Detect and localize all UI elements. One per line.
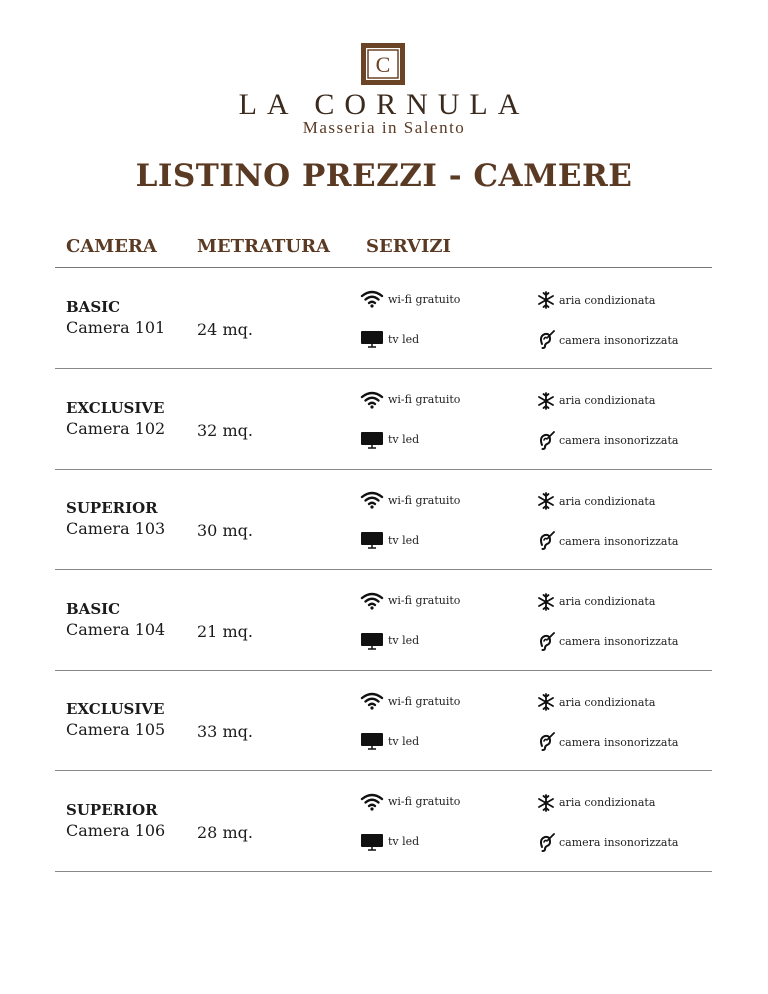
room-type: SUPERIOR [66,800,158,819]
service-soundproof [537,732,678,752]
service-wifi [360,592,460,610]
service-soundproof [537,833,678,853]
room-row [0,771,768,871]
service-ac-label: aria condizionata [559,695,656,709]
service-soundproof-label: camera insonorizzata [559,434,679,447]
service-wifi-label: wi-fi gratuito [388,493,461,507]
service-tv [360,732,419,750]
service-tv [360,833,419,851]
service-wifi [360,692,460,710]
service-ac [537,693,655,711]
wifi-icon [360,793,384,811]
brand-name: LA CORNULA [238,88,530,121]
tv-icon [360,330,384,348]
room-size: 32 mq. [197,420,253,440]
room-row [0,268,768,368]
room-size: 24 mq. [197,320,253,339]
service-wifi [360,290,460,308]
service-soundproof [537,531,678,551]
column-header-camera: CAMERA [66,236,157,257]
service-soundproof-label: camera insonorizzata [559,333,679,347]
logo-letter: C [375,52,391,77]
service-tv-label: tv led [388,734,420,748]
room-name: Camera 105 [66,720,166,739]
service-wifi [360,793,460,811]
service-soundproof-label: camera insonorizzata [559,635,679,648]
service-tv [360,632,419,650]
service-wifi-label: wi-fi gratuito [388,393,461,406]
service-soundproof-label: camera insonorizzata [559,836,679,849]
room-row [0,570,768,670]
service-soundproof-label: camera insonorizzata [559,534,679,548]
soundproof-ear-icon [537,531,555,551]
service-tv [360,431,419,449]
service-tv-label: tv led [388,634,420,647]
wifi-icon [360,692,384,710]
room-name: Camera 104 [66,619,166,639]
brand-tagline: Masseria in Salento [302,118,466,137]
service-ac [537,392,655,410]
service-wifi [360,391,460,409]
service-tv-label: tv led [388,835,420,848]
room-name: Camera 102 [66,418,166,438]
service-ac-label: aria condizionata [559,293,656,307]
soundproof-ear-icon [537,431,555,451]
service-ac [537,794,655,812]
service-ac-label: aria condizionata [559,595,656,608]
wifi-icon [360,290,384,308]
wifi-icon [360,491,384,509]
page-title: LISTINO PREZZI - CAMERE [135,158,633,194]
room-size: 28 mq. [197,822,253,842]
service-ac [537,492,655,510]
service-tv [360,531,419,549]
row-divider [55,871,712,872]
room-size: 33 mq. [197,722,253,741]
room-size: 21 mq. [197,621,253,641]
service-wifi [360,491,460,509]
soundproof-ear-icon [537,632,555,652]
service-wifi-label: wi-fi gratuito [388,694,461,708]
service-ac-label: aria condizionata [559,394,656,407]
service-wifi-label: wi-fi gratuito [388,594,461,607]
service-wifi-label: wi-fi gratuito [388,292,461,306]
service-ac [537,593,655,611]
service-wifi-label: wi-fi gratuito [388,795,461,808]
wifi-icon [360,592,384,610]
soundproof-ear-icon [537,833,555,853]
service-soundproof [537,330,678,350]
room-type: SUPERIOR [66,499,158,517]
room-type: EXCLUSIVE [66,398,165,417]
tv-icon [360,531,384,549]
room-name: Camera 101 [66,318,166,337]
service-tv-label: tv led [388,433,420,446]
wifi-icon [360,391,384,409]
tv-icon [360,732,384,750]
soundproof-ear-icon [537,732,555,752]
snowflake-icon [537,392,555,410]
service-ac-label: aria condizionata [559,494,656,508]
soundproof-ear-icon [537,330,555,350]
room-name: Camera 106 [66,820,166,840]
column-header-servizi: SERVIZI [366,236,451,257]
room-row [0,369,768,469]
service-ac-label: aria condizionata [559,796,656,809]
snowflake-icon [537,492,555,510]
room-type: BASIC [66,599,121,618]
service-soundproof-label: camera insonorizzata [559,735,679,749]
room-type: EXCLUSIVE [66,700,165,718]
room-size: 30 mq. [197,521,253,540]
snowflake-icon [537,693,555,711]
room-name: Camera 103 [66,519,166,538]
service-soundproof [537,632,678,652]
room-row [0,670,768,770]
tv-icon [360,632,384,650]
column-header-metratura: METRATURA [197,236,330,257]
room-type: BASIC [66,298,121,316]
room-row [0,469,768,569]
tv-icon [360,431,384,449]
tv-icon [360,833,384,851]
snowflake-icon [537,593,555,611]
service-tv-label: tv led [388,332,420,346]
service-tv-label: tv led [388,533,420,547]
service-ac [537,291,655,309]
service-soundproof [537,431,678,451]
logo-mark [360,42,406,86]
snowflake-icon [537,291,555,309]
service-tv [360,330,419,348]
snowflake-icon [537,794,555,812]
